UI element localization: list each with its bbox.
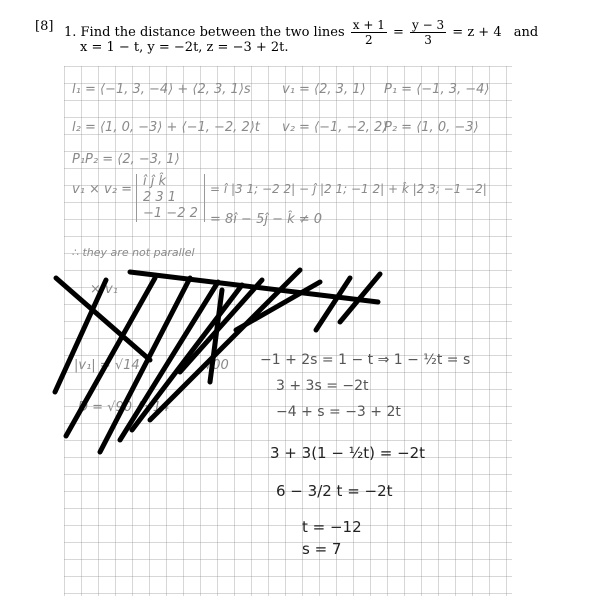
z-equation: = z + 4 [452,25,502,40]
fraction-x-denominator: 2 [364,33,373,47]
direction-vector-2: v₂ = ⟨−1, −2, 2⟩ [282,120,388,135]
fraction-x-numerator: x + 1 [352,18,385,32]
scratched-fragment-3: √00 [204,358,229,373]
fraction-y-numerator: y − 3 [412,18,445,32]
line2-equation: l₂ = ⟨1, 0, −3⟩ + ⟨−1, −2, 2⟩t [72,120,260,135]
system-equation-3: −4 + s = −3 + 2t [276,404,401,420]
direction-vector-1: v₁ = ⟨2, 3, 1⟩ [282,82,366,97]
point-1: P₁ = ⟨−1, 3, −4⟩ [384,82,490,97]
scratched-fragment-1: × v₁ [90,282,118,297]
p1p2-vector: P₁P₂ = ⟨2, −3, 1⟩ [72,152,180,167]
system-equation-2: 3 + 3s = −2t [276,378,369,394]
cross-product-lhs: v₁ × v₂ = [72,182,132,197]
point-2: P₂ = ⟨1, 0, −3⟩ [384,120,479,135]
problem-statement-line2: x = 1 − t, y = −2t, z = −3 + 2t. [80,40,289,55]
scratch-stroke-e [120,282,218,440]
and-word: and [513,25,539,40]
problem-number: [8] [35,19,54,34]
scratch-stroke-d [100,278,190,452]
system-equation-1: −1 + 2s = 1 − t ⇒ 1 − ½t = s [260,352,471,368]
scratched-fragment-2: |v₁| = √14 [74,358,140,373]
scratch-stroke-h [150,270,300,420]
s-value: s = 7 [302,540,342,558]
fraction-y-denominator: 3 [424,33,432,47]
equals-sign: = [393,25,404,40]
line1-equation: l₁ = ⟨−1, 3, −4⟩ + ⟨2, 3, 1⟩s [72,82,251,97]
cofactor-expansion: = î |3 1; −2 2| − ĵ |2 1; −1 2| + k̂ |2 3; −1 −2| [210,182,487,196]
simplified-step: 6 − 3/2 t = −2t [276,482,393,500]
substitution-step: 3 + 3(1 − ½t) = −2t [270,444,426,462]
scratched-fragment-4: D = √90 / √14 [78,400,170,415]
problem-prefix: 1. Find the distance between the two lines [64,25,345,40]
determinant-row-1: î ĵ k̂ [143,174,167,189]
scratch-stroke-j [316,278,350,330]
t-value: t = −12 [302,518,362,536]
not-parallel-note: ∴ they are not parallel [72,246,195,259]
scratch-stroke-c [66,278,155,436]
determinant-row-2: 2 3 1 [143,190,177,205]
cross-product-result: = 8î − 5ĵ − k̂ ≠ 0 [210,212,323,227]
determinant-row-3: −1 −2 2 [143,206,198,221]
